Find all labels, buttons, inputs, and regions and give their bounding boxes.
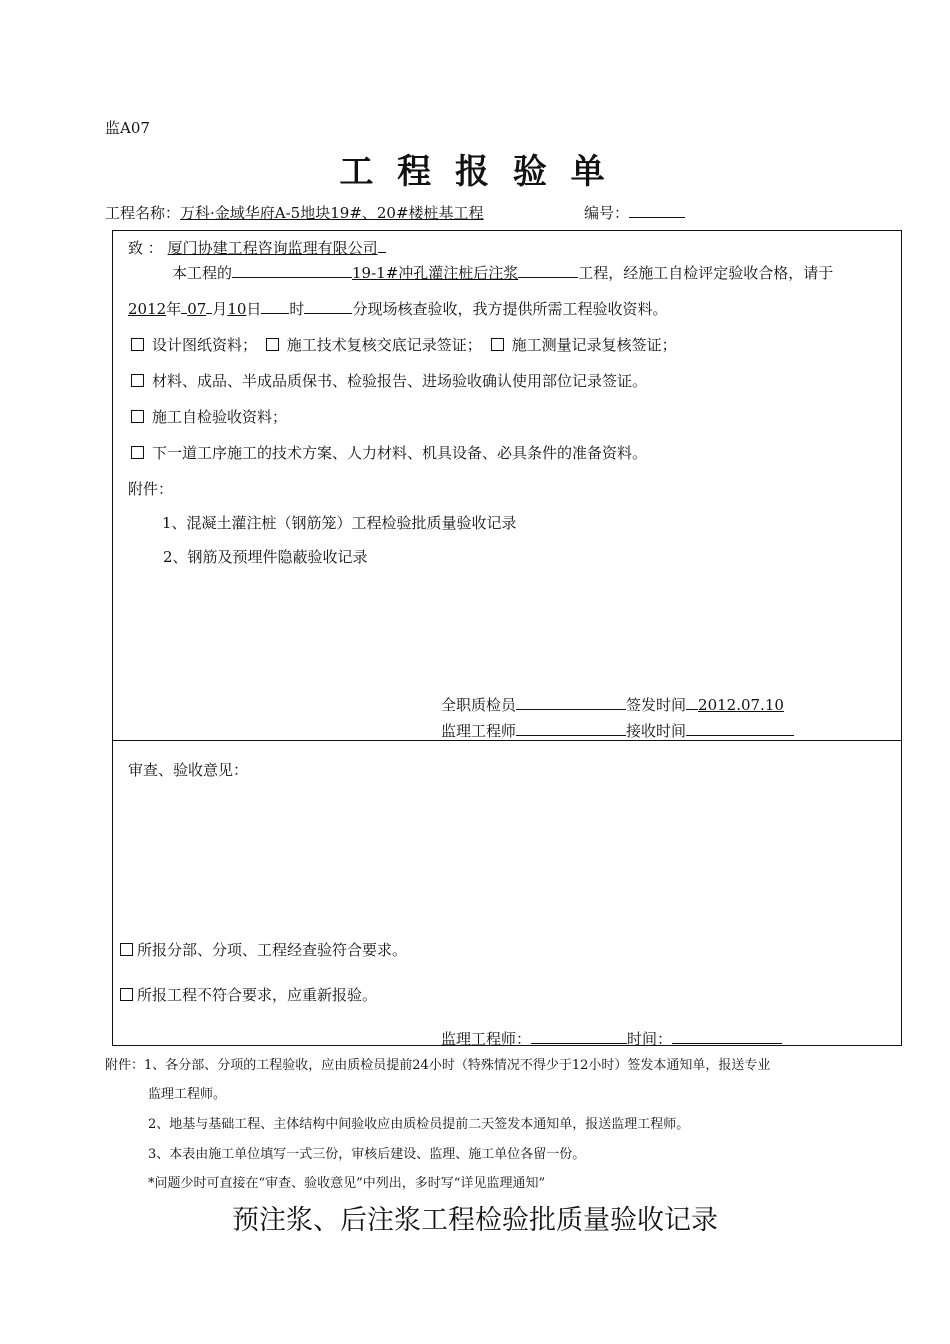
inspector-signature-blank [516, 694, 626, 710]
note-4: *问题少时可直接在“审查、验收意见”中列出，多时写“详见监理通知” [148, 1176, 546, 1191]
checkbox-self-inspection[interactable] [131, 410, 144, 423]
checklist-row-2: 材料、成品、半成品质保书、检验报告、进场验收确认使用部位记录签证。 [131, 370, 647, 391]
review-opinion-label: 审查、验收意见： [128, 761, 249, 779]
addressee-name: 厦门协建工程咨询监理有限公司 [167, 239, 378, 257]
inspect-month: 07 [187, 300, 207, 318]
number-blank [629, 202, 685, 218]
attachments-label: 附件： [128, 480, 174, 498]
project-header [105, 202, 484, 223]
checkbox-survey-review[interactable] [491, 338, 504, 351]
review-option-fail: 所报工程不符合要求，应重新报验。 [120, 984, 377, 1005]
review-time-blank [672, 1028, 782, 1044]
project-name: 万科·金域华府A-5地块19#、20#楼桩基工程 [180, 204, 484, 222]
attachment-item-1: 1、混凝土灌注桩（钢筋笼）工程检验批质量验收记录 [162, 514, 517, 532]
attachment-item-2: 2、钢筋及预埋件隐蔽验收记录 [163, 548, 368, 566]
checkbox-review-fail[interactable] [120, 988, 133, 1001]
number-field [584, 202, 685, 223]
receive-time-blank [686, 720, 794, 736]
checklist-row-1: 设计图纸资料； 施工技术复核交底记录签证； 施工测量记录复核签证； [131, 334, 677, 355]
form-code: 监A07 [105, 119, 150, 137]
engineer-sign-line: 监理工程师 接收时间 [441, 720, 794, 741]
inspector-sign-line: 全职质检员 签发时间 2012.07.10 [441, 696, 784, 714]
request-line-2: 2012年 07 月10日 时 分现场核查验收，我方提供所需工程验收资料。 [128, 300, 668, 318]
addressee-line [128, 237, 386, 258]
issue-time: 2012.07.10 [698, 696, 784, 714]
number-label: 编号： [584, 204, 630, 222]
note-3: 3、本表由施工单位填写一式三份，审核后建设、监理、施工单位各留一份。 [148, 1147, 586, 1162]
review-option-ok: 所报分部、分项、工程经查验符合要求。 [120, 939, 407, 960]
checklist-row-3: 施工自检验收资料； [131, 406, 287, 427]
note-2: 2、地基与基础工程、主体结构中间验收应由质检员提前二天签发本通知单，报送监理工程师。 [148, 1117, 690, 1132]
inspect-year: 2012 [128, 300, 167, 318]
checkbox-next-process[interactable] [131, 446, 144, 459]
review-engineer-blank [531, 1028, 627, 1044]
checkbox-review-ok[interactable] [120, 943, 133, 956]
note-1a: 附件：1、各分部、分项的工程验收，应由质检员提前24小时（特殊情况不得少于12小时）签发本通知单，报送专业 [105, 1058, 771, 1073]
checkbox-tech-review[interactable] [266, 338, 279, 351]
project-label: 工程名称： [105, 204, 181, 222]
work-item: 19-1#冲孔灌注桩后注浆 [352, 264, 519, 282]
checklist-row-4: 下一道工序施工的技术方案、人力材料、机具设备、必具条件的准备资料。 [131, 442, 647, 463]
to-label: 致 ： [128, 239, 163, 257]
next-page-title: 预注浆、后注浆工程检验批质量验收记录 [232, 1205, 718, 1236]
inspect-day: 10 [227, 300, 247, 318]
note-1b: 监理工程师。 [148, 1087, 227, 1102]
page-title: 工 程 报 验 单 [339, 152, 611, 192]
engineer-signature-blank [516, 720, 626, 736]
checkbox-design-drawings[interactable] [131, 338, 144, 351]
checkbox-materials[interactable] [131, 374, 144, 387]
review-sign-line: 监理工程师： 时间： [441, 1028, 782, 1049]
request-line-1: 本工程的 19-1#冲孔灌注桩后注浆 工程，经施工自检评定验收合格，请于 [172, 264, 834, 282]
